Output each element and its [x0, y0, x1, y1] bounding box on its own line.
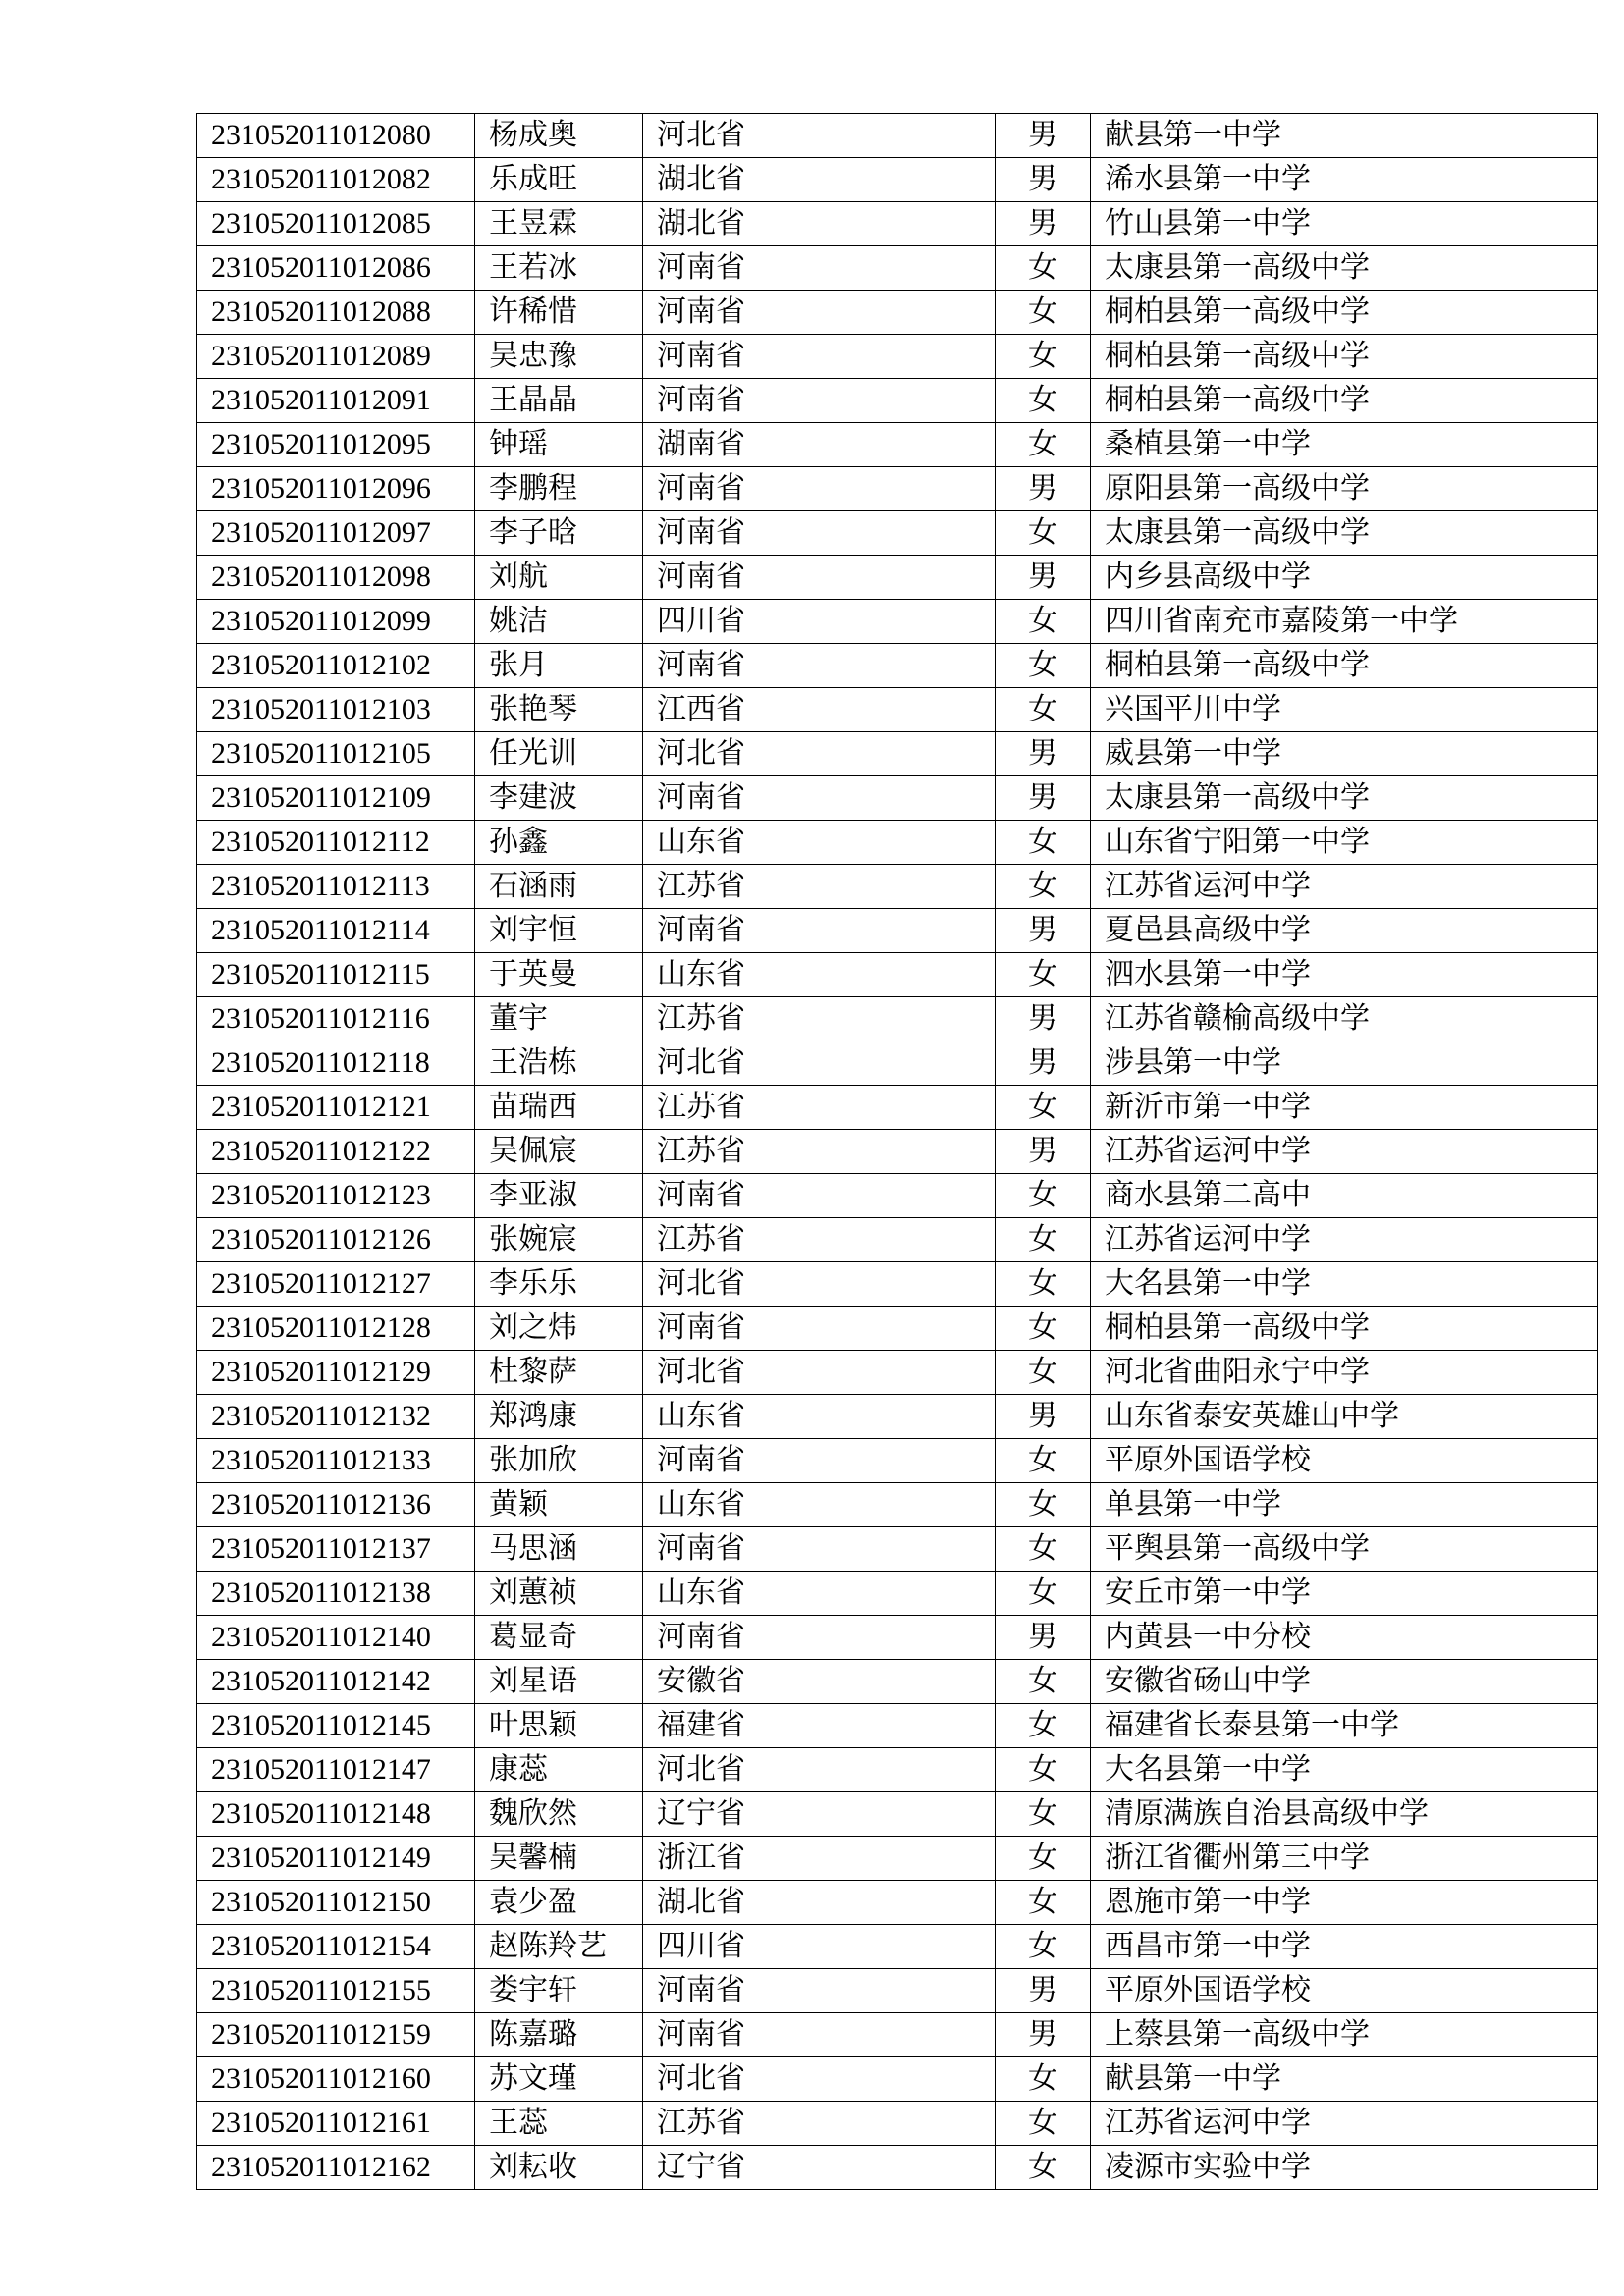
student-name-cell: 张加欣 [475, 1439, 643, 1483]
student-id-cell: 231052011012142 [197, 1660, 475, 1704]
school-cell: 江苏省运河中学 [1091, 865, 1598, 909]
student-name-cell: 葛显奇 [475, 1616, 643, 1660]
province-cell: 河北省 [643, 732, 996, 776]
gender-cell: 女 [996, 688, 1091, 732]
table-row [197, 246, 1598, 291]
province-cell: 浙江省 [643, 1837, 996, 1881]
student-name-cell: 黄颖 [475, 1483, 643, 1527]
student-id-cell: 231052011012159 [197, 2013, 475, 2057]
student-name-cell: 王晶晶 [475, 379, 643, 423]
student-id-cell: 231052011012116 [197, 997, 475, 1041]
table-row [197, 291, 1598, 335]
province-cell: 河南省 [643, 467, 996, 511]
school-cell: 江苏省运河中学 [1091, 1130, 1598, 1174]
gender-cell: 女 [996, 1748, 1091, 1792]
gender-cell: 男 [996, 1969, 1091, 2013]
roster-body [197, 114, 1598, 2190]
student-name-cell: 叶思颖 [475, 1704, 643, 1748]
table-row [197, 1527, 1598, 1572]
gender-cell: 男 [996, 158, 1091, 202]
gender-cell: 女 [996, 1660, 1091, 1704]
table-row [197, 1660, 1598, 1704]
table-row [197, 467, 1598, 511]
student-id-cell: 231052011012098 [197, 556, 475, 600]
school-cell: 威县第一中学 [1091, 732, 1598, 776]
province-cell: 四川省 [643, 600, 996, 644]
gender-cell: 男 [996, 114, 1091, 158]
province-cell: 河北省 [643, 1041, 996, 1086]
student-roster-table [196, 113, 1598, 2190]
student-name-cell: 吴馨楠 [475, 1837, 643, 1881]
table-row [197, 1351, 1598, 1395]
province-cell: 河南省 [643, 291, 996, 335]
school-cell: 西昌市第一中学 [1091, 1925, 1598, 1969]
table-row [197, 202, 1598, 246]
province-cell: 山东省 [643, 821, 996, 865]
province-cell: 河北省 [643, 114, 996, 158]
student-name-cell: 吴忠豫 [475, 335, 643, 379]
school-cell: 单县第一中学 [1091, 1483, 1598, 1527]
table-row [197, 423, 1598, 467]
gender-cell: 男 [996, 1616, 1091, 1660]
gender-cell: 女 [996, 1351, 1091, 1395]
table-row [197, 2013, 1598, 2057]
student-id-cell: 231052011012148 [197, 1792, 475, 1837]
school-cell: 浠水县第一中学 [1091, 158, 1598, 202]
student-id-cell: 231052011012097 [197, 511, 475, 556]
gender-cell: 女 [996, 1572, 1091, 1616]
province-cell: 河南省 [643, 1969, 996, 2013]
student-name-cell: 王浩栋 [475, 1041, 643, 1086]
table-row [197, 1130, 1598, 1174]
gender-cell: 女 [996, 1307, 1091, 1351]
student-id-cell: 231052011012096 [197, 467, 475, 511]
school-cell: 桑植县第一中学 [1091, 423, 1598, 467]
student-name-cell: 王昱霖 [475, 202, 643, 246]
province-cell: 河南省 [643, 909, 996, 953]
province-cell: 江苏省 [643, 997, 996, 1041]
student-name-cell: 陈嘉璐 [475, 2013, 643, 2057]
province-cell: 河南省 [643, 1527, 996, 1572]
gender-cell: 女 [996, 1837, 1091, 1881]
gender-cell: 女 [996, 1483, 1091, 1527]
table-row [197, 114, 1598, 158]
school-cell: 安徽省砀山中学 [1091, 1660, 1598, 1704]
student-id-cell: 231052011012109 [197, 776, 475, 821]
province-cell: 福建省 [643, 1704, 996, 1748]
province-cell: 辽宁省 [643, 1792, 996, 1837]
student-name-cell: 李建波 [475, 776, 643, 821]
gender-cell: 女 [996, 1218, 1091, 1262]
student-id-cell: 231052011012086 [197, 246, 475, 291]
student-id-cell: 231052011012082 [197, 158, 475, 202]
table-row [197, 1262, 1598, 1307]
school-cell: 上蔡县第一高级中学 [1091, 2013, 1598, 2057]
table-row [197, 1704, 1598, 1748]
school-cell: 平原外国语学校 [1091, 1969, 1598, 2013]
school-cell: 太康县第一高级中学 [1091, 246, 1598, 291]
gender-cell: 男 [996, 1041, 1091, 1086]
student-name-cell: 娄宇轩 [475, 1969, 643, 2013]
student-name-cell: 魏欣然 [475, 1792, 643, 1837]
school-cell: 江苏省运河中学 [1091, 2102, 1598, 2146]
school-cell: 桐柏县第一高级中学 [1091, 379, 1598, 423]
gender-cell: 女 [996, 423, 1091, 467]
student-name-cell: 刘蕙祯 [475, 1572, 643, 1616]
school-cell: 四川省南充市嘉陵第一中学 [1091, 600, 1598, 644]
province-cell: 湖北省 [643, 158, 996, 202]
school-cell: 大名县第一中学 [1091, 1262, 1598, 1307]
student-name-cell: 杜黎萨 [475, 1351, 643, 1395]
student-id-cell: 231052011012136 [197, 1483, 475, 1527]
province-cell: 湖北省 [643, 202, 996, 246]
table-row [197, 2146, 1598, 2190]
province-cell: 山东省 [643, 953, 996, 997]
table-row [197, 732, 1598, 776]
gender-cell: 女 [996, 379, 1091, 423]
student-name-cell: 许稀惜 [475, 291, 643, 335]
province-cell: 山东省 [643, 1483, 996, 1527]
table-row [197, 2057, 1598, 2102]
gender-cell: 女 [996, 644, 1091, 688]
student-id-cell: 231052011012088 [197, 291, 475, 335]
student-name-cell: 董宇 [475, 997, 643, 1041]
table-row [197, 1881, 1598, 1925]
student-id-cell: 231052011012103 [197, 688, 475, 732]
table-row [197, 158, 1598, 202]
student-id-cell: 231052011012155 [197, 1969, 475, 2013]
student-id-cell: 231052011012123 [197, 1174, 475, 1218]
table-row [197, 688, 1598, 732]
student-name-cell: 张月 [475, 644, 643, 688]
gender-cell: 女 [996, 2102, 1091, 2146]
school-cell: 献县第一中学 [1091, 114, 1598, 158]
school-cell: 桐柏县第一高级中学 [1091, 644, 1598, 688]
gender-cell: 女 [996, 1174, 1091, 1218]
table-row [197, 644, 1598, 688]
student-name-cell: 张艳琴 [475, 688, 643, 732]
student-name-cell: 李鹏程 [475, 467, 643, 511]
school-cell: 太康县第一高级中学 [1091, 776, 1598, 821]
gender-cell: 女 [996, 2146, 1091, 2190]
province-cell: 山东省 [643, 1395, 996, 1439]
gender-cell: 女 [996, 821, 1091, 865]
student-name-cell: 吴佩宸 [475, 1130, 643, 1174]
gender-cell: 男 [996, 997, 1091, 1041]
school-cell: 竹山县第一中学 [1091, 202, 1598, 246]
student-id-cell: 231052011012122 [197, 1130, 475, 1174]
student-name-cell: 张婉宸 [475, 1218, 643, 1262]
table-row [197, 1439, 1598, 1483]
province-cell: 河南省 [643, 335, 996, 379]
student-name-cell: 钟瑶 [475, 423, 643, 467]
school-cell: 商水县第二高中 [1091, 1174, 1598, 1218]
school-cell: 献县第一中学 [1091, 2057, 1598, 2102]
student-id-cell: 231052011012145 [197, 1704, 475, 1748]
province-cell: 河南省 [643, 1174, 996, 1218]
student-name-cell: 马思涵 [475, 1527, 643, 1572]
province-cell: 河南省 [643, 1439, 996, 1483]
gender-cell: 女 [996, 953, 1091, 997]
student-id-cell: 231052011012149 [197, 1837, 475, 1881]
province-cell: 江苏省 [643, 1218, 996, 1262]
student-id-cell: 231052011012140 [197, 1616, 475, 1660]
province-cell: 河南省 [643, 556, 996, 600]
student-name-cell: 李亚淑 [475, 1174, 643, 1218]
province-cell: 江苏省 [643, 1130, 996, 1174]
student-id-cell: 231052011012147 [197, 1748, 475, 1792]
school-cell: 山东省宁阳第一中学 [1091, 821, 1598, 865]
gender-cell: 女 [996, 600, 1091, 644]
table-row [197, 1616, 1598, 1660]
table-row [197, 909, 1598, 953]
student-name-cell: 刘航 [475, 556, 643, 600]
gender-cell: 男 [996, 1130, 1091, 1174]
province-cell: 河南省 [643, 379, 996, 423]
province-cell: 江苏省 [643, 2102, 996, 2146]
school-cell: 山东省泰安英雄山中学 [1091, 1395, 1598, 1439]
student-id-cell: 231052011012080 [197, 114, 475, 158]
student-id-cell: 231052011012091 [197, 379, 475, 423]
document-page [196, 113, 1597, 2190]
school-cell: 安丘市第一中学 [1091, 1572, 1598, 1616]
student-id-cell: 231052011012115 [197, 953, 475, 997]
province-cell: 辽宁省 [643, 2146, 996, 2190]
gender-cell: 女 [996, 1792, 1091, 1837]
gender-cell: 女 [996, 291, 1091, 335]
province-cell: 河南省 [643, 2013, 996, 2057]
province-cell: 河北省 [643, 1351, 996, 1395]
gender-cell: 女 [996, 1704, 1091, 1748]
student-id-cell: 231052011012095 [197, 423, 475, 467]
table-row [197, 1969, 1598, 2013]
table-row [197, 1041, 1598, 1086]
gender-cell: 女 [996, 511, 1091, 556]
student-name-cell: 郑鸿康 [475, 1395, 643, 1439]
province-cell: 河南省 [643, 1616, 996, 1660]
student-id-cell: 231052011012127 [197, 1262, 475, 1307]
table-row [197, 600, 1598, 644]
gender-cell: 男 [996, 909, 1091, 953]
student-id-cell: 231052011012099 [197, 600, 475, 644]
school-cell: 桐柏县第一高级中学 [1091, 335, 1598, 379]
table-row [197, 335, 1598, 379]
table-row [197, 1395, 1598, 1439]
table-row [197, 997, 1598, 1041]
school-cell: 夏邑县高级中学 [1091, 909, 1598, 953]
table-row [197, 1748, 1598, 1792]
student-id-cell: 231052011012112 [197, 821, 475, 865]
student-name-cell: 袁少盈 [475, 1881, 643, 1925]
student-name-cell: 刘星语 [475, 1660, 643, 1704]
table-row [197, 1792, 1598, 1837]
table-row [197, 1837, 1598, 1881]
province-cell: 河南省 [643, 511, 996, 556]
gender-cell: 女 [996, 1262, 1091, 1307]
student-id-cell: 231052011012113 [197, 865, 475, 909]
student-name-cell: 石涵雨 [475, 865, 643, 909]
student-id-cell: 231052011012137 [197, 1527, 475, 1572]
student-id-cell: 231052011012102 [197, 644, 475, 688]
gender-cell: 女 [996, 246, 1091, 291]
student-name-cell: 王蕊 [475, 2102, 643, 2146]
student-id-cell: 231052011012160 [197, 2057, 475, 2102]
student-name-cell: 苏文瑾 [475, 2057, 643, 2102]
gender-cell: 男 [996, 732, 1091, 776]
province-cell: 河南省 [643, 776, 996, 821]
province-cell: 河南省 [643, 246, 996, 291]
school-cell: 原阳县第一高级中学 [1091, 467, 1598, 511]
table-row [197, 821, 1598, 865]
student-id-cell: 231052011012126 [197, 1218, 475, 1262]
gender-cell: 男 [996, 202, 1091, 246]
student-id-cell: 231052011012138 [197, 1572, 475, 1616]
student-name-cell: 乐成旺 [475, 158, 643, 202]
province-cell: 山东省 [643, 1572, 996, 1616]
gender-cell: 男 [996, 556, 1091, 600]
school-cell: 平舆县第一高级中学 [1091, 1527, 1598, 1572]
gender-cell: 男 [996, 2013, 1091, 2057]
gender-cell: 女 [996, 2057, 1091, 2102]
table-row [197, 1925, 1598, 1969]
student-name-cell: 刘宇恒 [475, 909, 643, 953]
student-name-cell: 杨成奥 [475, 114, 643, 158]
table-row [197, 2102, 1598, 2146]
student-id-cell: 231052011012118 [197, 1041, 475, 1086]
school-cell: 内乡县高级中学 [1091, 556, 1598, 600]
student-name-cell: 赵陈羚艺 [475, 1925, 643, 1969]
student-id-cell: 231052011012105 [197, 732, 475, 776]
student-id-cell: 231052011012085 [197, 202, 475, 246]
student-id-cell: 231052011012121 [197, 1086, 475, 1130]
school-cell: 桐柏县第一高级中学 [1091, 1307, 1598, 1351]
table-row [197, 556, 1598, 600]
province-cell: 安徽省 [643, 1660, 996, 1704]
school-cell: 新沂市第一中学 [1091, 1086, 1598, 1130]
gender-cell: 女 [996, 1439, 1091, 1483]
province-cell: 江苏省 [643, 1086, 996, 1130]
table-row [197, 1218, 1598, 1262]
student-id-cell: 231052011012128 [197, 1307, 475, 1351]
province-cell: 河南省 [643, 1307, 996, 1351]
student-name-cell: 李子晗 [475, 511, 643, 556]
table-row [197, 776, 1598, 821]
table-row [197, 379, 1598, 423]
province-cell: 河南省 [643, 644, 996, 688]
gender-cell: 女 [996, 1925, 1091, 1969]
table-row [197, 865, 1598, 909]
school-cell: 恩施市第一中学 [1091, 1881, 1598, 1925]
student-name-cell: 康蕊 [475, 1748, 643, 1792]
table-row [197, 1086, 1598, 1130]
table-row [197, 1174, 1598, 1218]
school-cell: 涉县第一中学 [1091, 1041, 1598, 1086]
table-row [197, 1572, 1598, 1616]
student-id-cell: 231052011012089 [197, 335, 475, 379]
table-row [197, 1483, 1598, 1527]
student-id-cell: 231052011012162 [197, 2146, 475, 2190]
school-cell: 江苏省运河中学 [1091, 1218, 1598, 1262]
school-cell: 泗水县第一中学 [1091, 953, 1598, 997]
province-cell: 河北省 [643, 1262, 996, 1307]
province-cell: 河北省 [643, 1748, 996, 1792]
province-cell: 湖南省 [643, 423, 996, 467]
student-name-cell: 刘耘收 [475, 2146, 643, 2190]
student-id-cell: 231052011012129 [197, 1351, 475, 1395]
student-id-cell: 231052011012133 [197, 1439, 475, 1483]
gender-cell: 女 [996, 865, 1091, 909]
student-name-cell: 李乐乐 [475, 1262, 643, 1307]
gender-cell: 男 [996, 1395, 1091, 1439]
student-name-cell: 于英曼 [475, 953, 643, 997]
school-cell: 福建省长泰县第一中学 [1091, 1704, 1598, 1748]
student-id-cell: 231052011012114 [197, 909, 475, 953]
school-cell: 河北省曲阳永宁中学 [1091, 1351, 1598, 1395]
school-cell: 太康县第一高级中学 [1091, 511, 1598, 556]
school-cell: 桐柏县第一高级中学 [1091, 291, 1598, 335]
student-name-cell: 任光训 [475, 732, 643, 776]
school-cell: 内黄县一中分校 [1091, 1616, 1598, 1660]
student-id-cell: 231052011012150 [197, 1881, 475, 1925]
table-row [197, 511, 1598, 556]
school-cell: 平原外国语学校 [1091, 1439, 1598, 1483]
province-cell: 四川省 [643, 1925, 996, 1969]
gender-cell: 男 [996, 467, 1091, 511]
gender-cell: 男 [996, 776, 1091, 821]
province-cell: 江苏省 [643, 865, 996, 909]
student-name-cell: 姚洁 [475, 600, 643, 644]
school-cell: 凌源市实验中学 [1091, 2146, 1598, 2190]
student-name-cell: 孙鑫 [475, 821, 643, 865]
table-row [197, 953, 1598, 997]
school-cell: 大名县第一中学 [1091, 1748, 1598, 1792]
school-cell: 兴国平川中学 [1091, 688, 1598, 732]
gender-cell: 女 [996, 1881, 1091, 1925]
gender-cell: 女 [996, 335, 1091, 379]
student-name-cell: 苗瑞西 [475, 1086, 643, 1130]
table-row [197, 1307, 1598, 1351]
student-name-cell: 王若冰 [475, 246, 643, 291]
student-name-cell: 刘之炜 [475, 1307, 643, 1351]
province-cell: 湖北省 [643, 1881, 996, 1925]
school-cell: 浙江省衢州第三中学 [1091, 1837, 1598, 1881]
province-cell: 江西省 [643, 688, 996, 732]
gender-cell: 女 [996, 1086, 1091, 1130]
student-id-cell: 231052011012154 [197, 1925, 475, 1969]
school-cell: 江苏省赣榆高级中学 [1091, 997, 1598, 1041]
gender-cell: 女 [996, 1527, 1091, 1572]
student-id-cell: 231052011012132 [197, 1395, 475, 1439]
school-cell: 清原满族自治县高级中学 [1091, 1792, 1598, 1837]
province-cell: 河北省 [643, 2057, 996, 2102]
student-id-cell: 231052011012161 [197, 2102, 475, 2146]
